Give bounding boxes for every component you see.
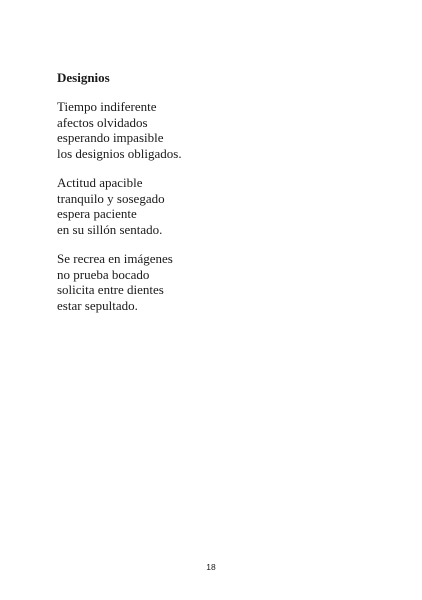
poem-line: Tiempo indiferente bbox=[57, 99, 157, 114]
poem-line: estar sepultado. bbox=[57, 297, 138, 313]
stanza-1 bbox=[57, 99, 377, 161]
poem-line: en su sillón sentado. bbox=[57, 221, 163, 237]
poem-line: Actitud apacible bbox=[57, 175, 143, 190]
poem-title: Designios bbox=[57, 70, 110, 85]
poem-line: los designios obligados. bbox=[57, 145, 182, 161]
poem-line: solicita entre dientes bbox=[57, 282, 164, 297]
poem-line: esperando impasible bbox=[57, 130, 164, 145]
poem-line: tranquilo y sosegado bbox=[57, 190, 165, 206]
poem-line: Se recrea en imágenes bbox=[57, 251, 173, 266]
page-number: 18 bbox=[206, 562, 216, 572]
poem-line: afectos olvidados bbox=[57, 114, 148, 130]
stanza-2 bbox=[57, 175, 377, 237]
poem-line: no prueba bocado bbox=[57, 266, 150, 282]
poem bbox=[57, 70, 377, 327]
stanza-3 bbox=[57, 251, 377, 313]
poem-line: espera paciente bbox=[57, 206, 137, 221]
